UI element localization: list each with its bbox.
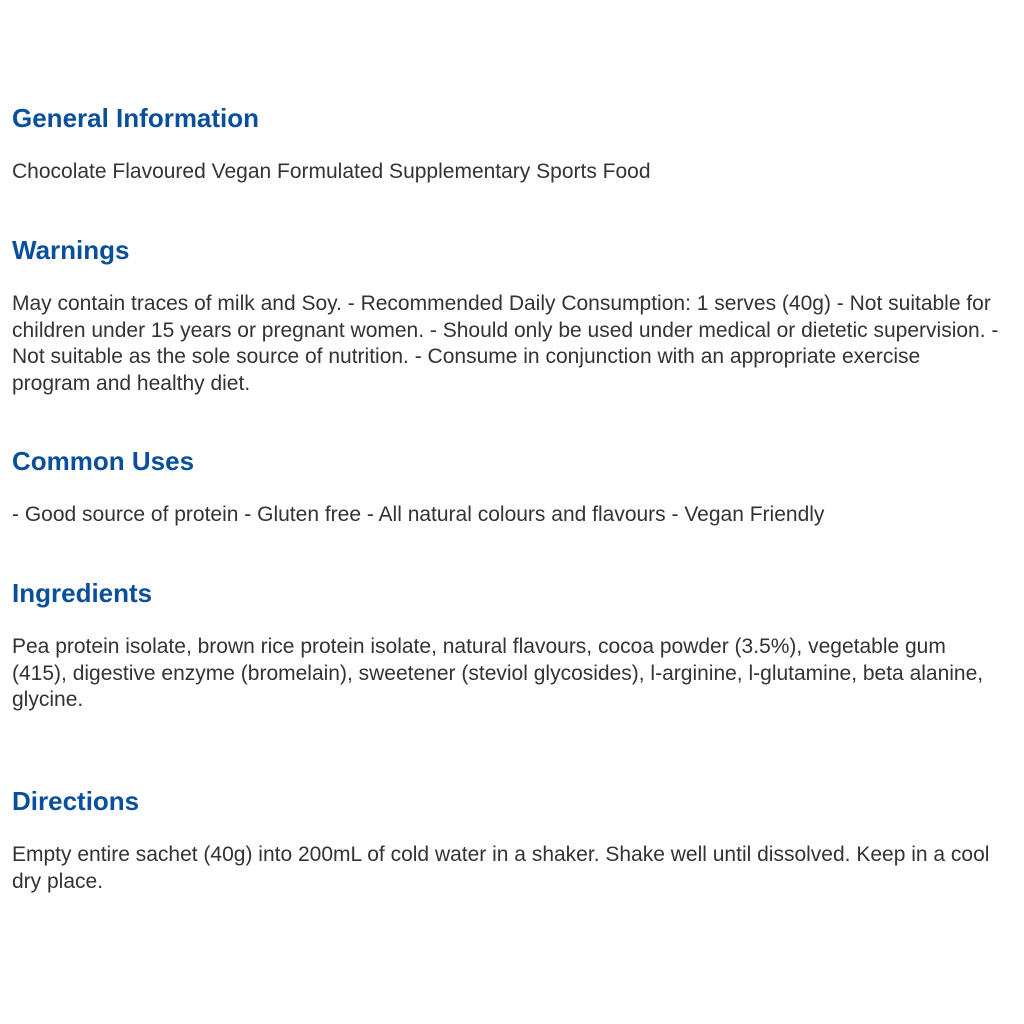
directions-text: Empty entire sachet (40g) into 200mL of cold water in a shaker. Shake well until dissolved. Keep in a cool dry place. <box>12 843 990 893</box>
general-information-text: Chocolate Flavoured Vegan Formulated Supplementary Sports Food <box>12 160 651 183</box>
ingredients-text: Pea protein isolate, brown rice protein isolate, natural flavours, cocoa powder (3.5%), vegetable gum (415), digestive enzyme (bromelain), sweetener (steviol glycosides), l-arginine, l-glutamine, beta alanine, glycine. <box>12 635 984 711</box>
general-information-heading: General Information <box>12 103 260 133</box>
warnings-text: May contain traces of milk and Soy. - Recommended Daily Consumption: 1 serves (40g) - Not suitable for children under 15 years or pregnant women. - Should only be used under medical or dietetic supervision. - Not suitable as the sole source of nutrition. - Consume in conjunction with an appropriate exercise program and healthy diet. <box>12 292 999 395</box>
ingredients-heading: Ingredients <box>12 578 153 608</box>
directions-heading: Directions <box>12 786 140 816</box>
common-uses-text: - Good source of protein - Gluten free - All natural colours and flavours - Vegan Friendly <box>12 503 825 526</box>
common-uses-heading: Common Uses <box>12 446 195 476</box>
warnings-heading: Warnings <box>12 235 130 265</box>
